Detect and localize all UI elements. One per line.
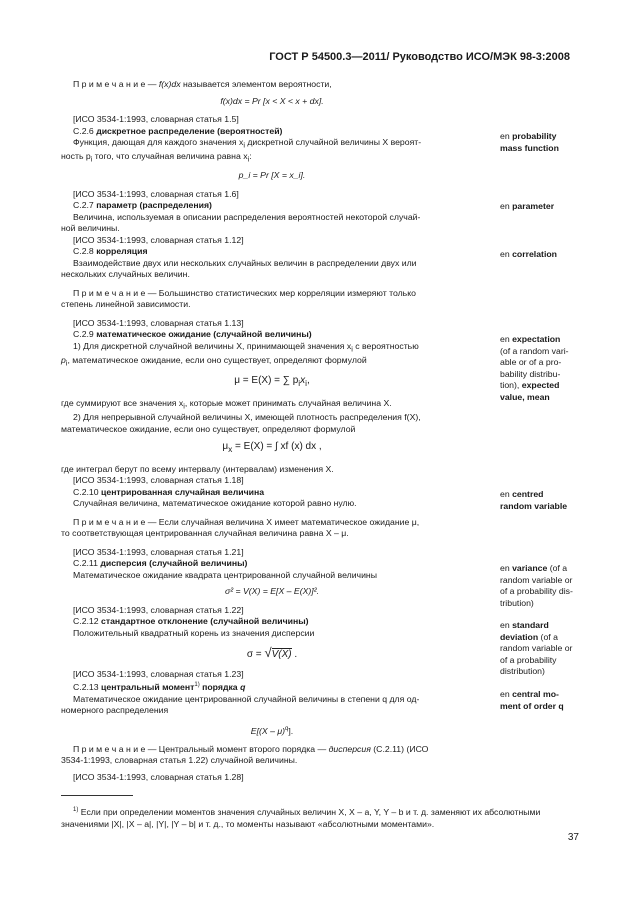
side-term-std-deviation: en standard deviation (of a random variable or of a probability distribution) [500, 620, 573, 676]
ref-3: [ИСО 3534-1:1993, словарная статья 1.12] [73, 234, 244, 245]
def-c29-1-cont: $p_i$, математическое ожидание, если оно существует, определяют формулой [61, 355, 367, 368]
term-c212: С.2.12 стандартное отклонение (случайной величины) [73, 616, 309, 627]
term-c27: С.2.7 параметр (распределения) [73, 200, 212, 211]
note-4-cont: 3534-1:1993, словарная статья 1.22) случайной величины. [61, 755, 298, 766]
term-c26: С.2.6 дискретное распределение (вероятностей) [73, 125, 283, 136]
note-2: П р и м е ч а н и е — Большинство статистических мер корреляции измеряют только [73, 287, 416, 298]
note-3-cont: то соответствующая центрированная случайная величина равна X – μ. [61, 528, 349, 539]
def-c212: Положительный квадратный корень из значения дисперсии [73, 627, 315, 638]
formula-7: E[(X – μ)$^q$]. [250, 725, 294, 736]
ref-1: [ИСО 3534-1:1993, словарная статья 1.5] [73, 114, 239, 124]
def-c29-3-cont: математическое ожидание, если оно существует, определяют формулой [61, 423, 356, 434]
def-c29-4: где интеграл берут по всему интервалу (интервалам) изменения X. [61, 463, 334, 474]
main-column [61, 79, 483, 783]
ref-4: [ИСО 3534-1:1993, словарная статья 1.13] [73, 317, 244, 328]
side-term-variance: en variance (of a random variable or of a probability dis-tribution) [500, 563, 573, 608]
def-c26-cont: ность $p_i$ того, что случайная величина равна $x_i$: [61, 151, 252, 164]
side-term-central-moment: en central mo-ment of order q [500, 689, 564, 711]
def-c28: Взаимодействие двух или нескольких случайных величин в распределении двух или [73, 257, 417, 268]
ref-8: [ИСО 3534-1:1993, словарная статья 1.23] [73, 668, 244, 679]
formula-2: p_i = Pr [X = x_i]. [238, 170, 306, 181]
def-c29-1: 1) Для дискретной случайной величины X, принимающей значения $x_i$ с вероятностью [73, 340, 419, 354]
formula-3: μ = E(X) = ∑ $p_ix_i$, [234, 375, 310, 389]
side-term-probability: en probability mass function [500, 131, 559, 153]
def-c211: Математическое ожидание квадрата центрированной случайной величины [73, 569, 377, 580]
def-c27-cont: ной величины. [61, 223, 120, 234]
footnote: $^{1)}$ Если при определении моментов значения случайных величин X, X – a, Y, Y – b и т. д. заменяют их абсолютными значениями |X|, |X – a|, |Y|, |Y – b| и т. д., то моменты называют «абсолютными моментами». [61, 806, 541, 829]
formula-1: f(x)dx = Pr [x < X < x + dx]. [220, 95, 324, 106]
formula-4: $\mu_x = E(X)$ = ∫ xf (x) dx , [222, 441, 322, 455]
def-c28-cont: нескольких случайных величин. [61, 269, 190, 280]
note-4: П р и м е ч а н и е — Центральный момент второго порядка — дисперсия (С.2.11) (ИСО [73, 743, 429, 754]
page-number: 37 [567, 832, 579, 843]
formula-5: σ² = V(X) = E[X – E(X)]². [224, 586, 320, 597]
ref-7: [ИСО 3534-1:1993, словарная статья 1.22] [73, 604, 244, 615]
def-c210: Случайная величина, математическое ожидание которой равно нулю. [73, 498, 357, 509]
def-c26: Функция, дающая для каждого значения $x_i$ дискретной случайной величины X вероят- [73, 137, 422, 150]
formula-6: σ = √V(X) . [246, 645, 298, 661]
ref-2: [ИСО 3534-1:1993, словарная статья 1.6] [73, 188, 239, 199]
page-header: ГОСТ Р 54500.3—2011/ Руководство ИСО/МЭК 98-3:2008 [269, 51, 570, 63]
def-c213-cont: номерного распределения [61, 705, 169, 716]
note-1: П р и м е ч а н и е — f(x)dx называется элементом вероятности, [73, 79, 332, 89]
term-c211: С.2.11 дисперсия (случайной величины) [73, 558, 248, 569]
side-term-correlation: en correlation [500, 249, 557, 259]
def-c29-2: где суммируют все значения $x_i$, которые может принимать случайная величина X. [61, 397, 392, 411]
note-2-cont: степень линейной зависимости. [61, 299, 191, 310]
ref-6: [ИСО 3534-1:1993, словарная статья 1.21] [73, 546, 244, 557]
term-c213: С.2.13 центральный момент$^{1)}$ порядка q [73, 682, 246, 693]
side-term-centred: en centred random variable [500, 489, 568, 511]
ref-5: [ИСО 3534-1:1993, словарная статья 1.18] [73, 475, 244, 486]
side-term-expectation: en expectation (of a random vari-able or of a pro-bability distribu-tion), expected value, mean [500, 334, 569, 402]
note-3: П р и м е ч а н и е — Если случайная величина X имеет математическое ожидание μ, [73, 516, 420, 527]
def-c29-3: 2) Для непрерывной случайной величины X, имеющей плотность распределения f(X), [73, 412, 421, 423]
def-c213: Математическое ожидание центрированной случайной величины в степени q для од- [73, 693, 420, 704]
footnote-divider [61, 795, 133, 796]
term-c210: С.2.10 центрированная случайная величина [73, 486, 265, 497]
side-term-parameter: en parameter [500, 201, 555, 211]
def-c27: Величина, используемая в описании распределения вероятностей некоторой случай- [73, 211, 421, 222]
term-c29: С.2.9 математическое ожидание (случайной величины) [73, 329, 312, 340]
term-c28: С.2.8 корреляция [73, 246, 148, 257]
ref-9: [ИСО 3534-1:1993, словарная статья 1.28] [73, 771, 244, 782]
